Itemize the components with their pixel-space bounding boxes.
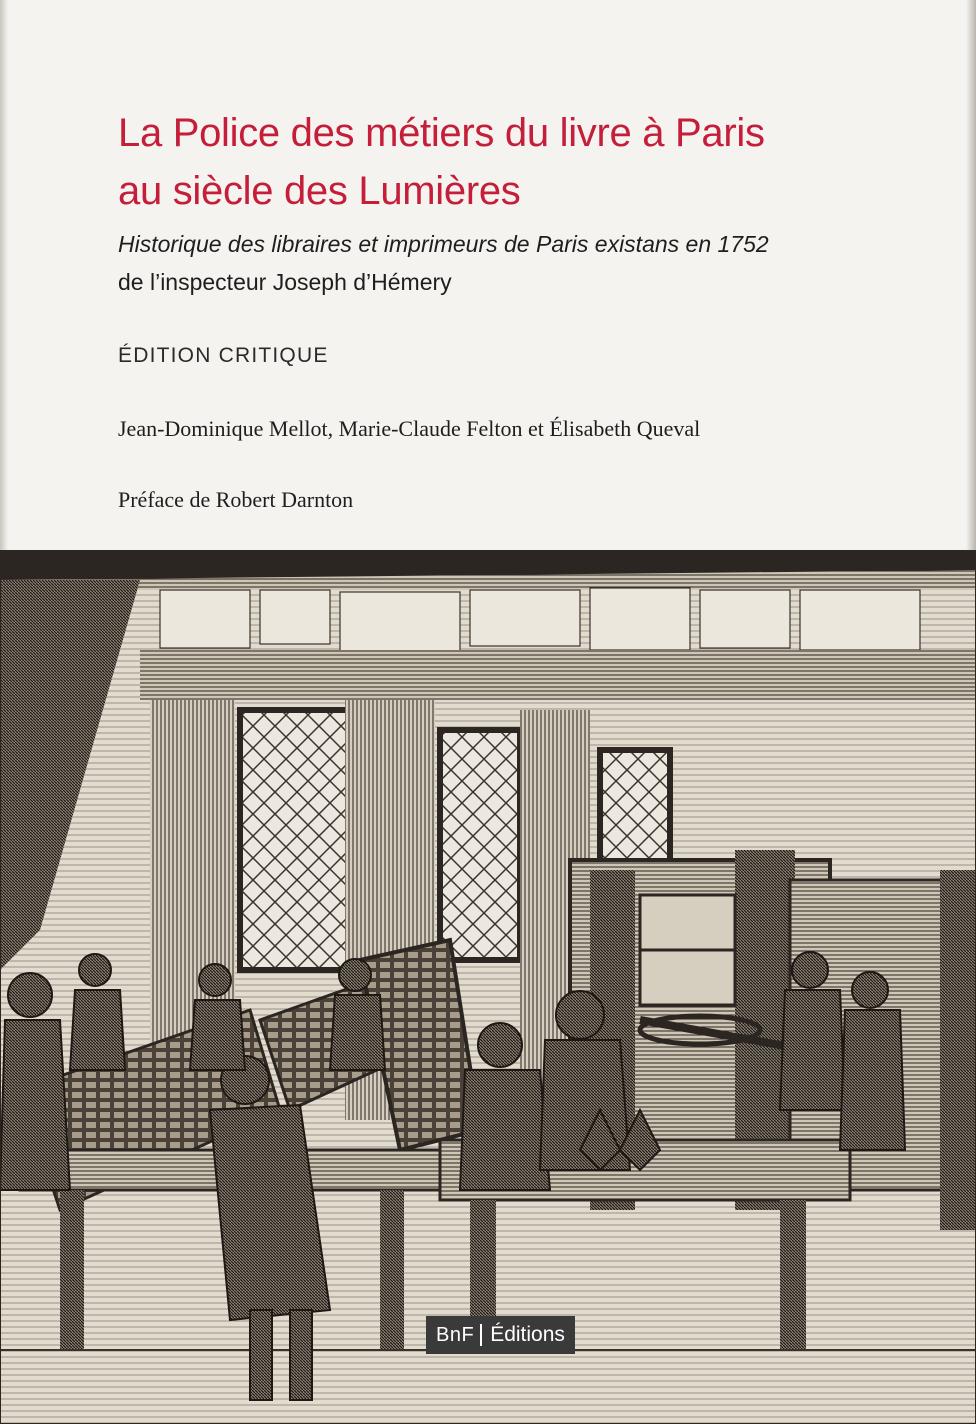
- book-authors: Jean-Dominique Mellot, Marie-Claude Felton et Élisabeth Queval: [118, 416, 701, 441]
- book-title: [118, 104, 938, 220]
- book-subtitle: Historique des libraires et imprimeurs de Paris existans en 1752: [118, 231, 769, 257]
- printing-workshop-engraving-icon: [0, 550, 976, 1424]
- title-line-1: La Police des métiers du livre à Paris: [118, 111, 765, 155]
- publisher-logo: [426, 1316, 575, 1354]
- publisher-name: Éditions: [490, 1323, 565, 1346]
- subtitle-author: de l’inspecteur Joseph d’Hémery: [118, 269, 452, 295]
- bnf-mark: BnF: [436, 1324, 482, 1346]
- edition-label: ÉDITION CRITIQUE: [118, 344, 329, 367]
- book-preface: Préface de Robert Darnton: [118, 487, 354, 512]
- title-line-2: au siècle des Lumières: [118, 169, 521, 213]
